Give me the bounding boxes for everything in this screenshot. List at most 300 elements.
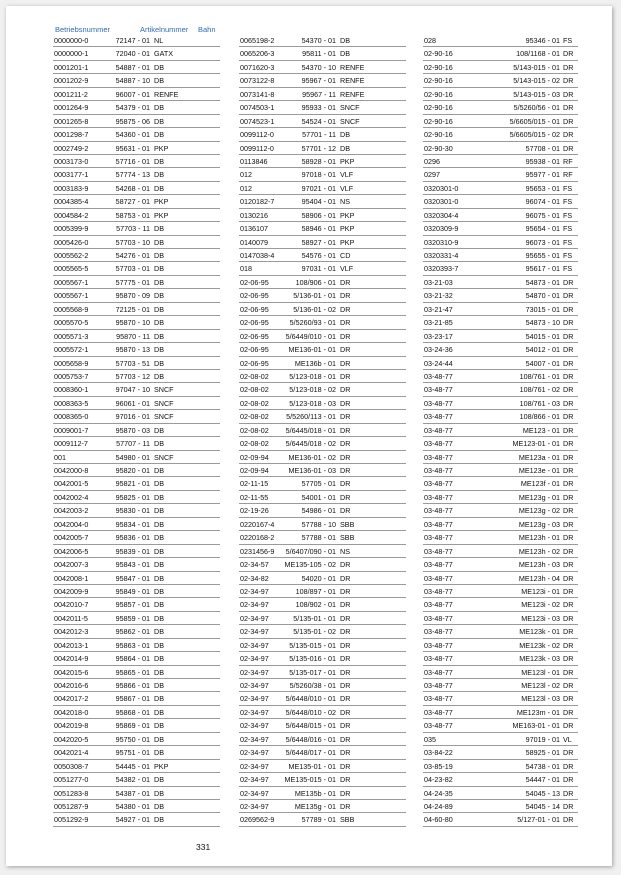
cell-bahn: DR [563,519,574,529]
cell-bahn: PKP [340,156,355,166]
cell-artikelnummer: ME123-01 - 01 [512,439,560,449]
cell-betriebsnummer: 0042006-5 [54,546,89,556]
cell-betriebsnummer: 03-21-32 [424,291,453,301]
cell-artikelnummer: ME135-015 - 01 [284,775,336,785]
cell-bahn: DB [154,251,164,260]
cell-betriebsnummer: 018 [240,264,252,274]
cell-artikelnummer: 57708 - 01 [525,143,560,153]
cell-bahn: DR [340,425,351,435]
cell-bahn: DR [563,371,574,381]
cell-artikelnummer: 5/5260/93 - 01 [289,318,336,328]
cell-betriebsnummer: 03-48-77 [424,707,453,717]
cell-bahn: FS [563,210,573,220]
table-row [423,424,578,437]
cell-betriebsnummer: 03-24-36 [424,345,453,355]
cell-bahn: DB [154,358,164,368]
cell-betriebsnummer: 0073141-8 [240,89,275,99]
cell-bahn: DR [340,654,351,664]
cell-betriebsnummer: 02-34-97 [240,775,269,785]
table-row [423,773,578,786]
cell-betriebsnummer: 0005567-1 [54,277,89,287]
cell-betriebsnummer: 0042019-8 [54,721,89,731]
cell-bahn: DR [340,412,351,422]
cell-betriebsnummer: 02-34-82 [240,573,269,583]
cell-bahn: DR [340,304,351,314]
cell-artikelnummer: 96073 - 01 [525,237,560,247]
table-row [239,692,406,705]
cell-bahn: DR [563,466,574,475]
cell-artikelnummer: 57774 - 13 [115,170,150,180]
cell-artikelnummer: 72125 - 01 [115,304,150,314]
cell-artikelnummer: 108/902 - 01 [295,600,336,610]
table-row [53,451,220,464]
table-row [53,787,220,800]
cell-betriebsnummer: 02-34-97 [240,586,269,596]
table-row [423,491,578,504]
cell-artikelnummer: 108/761 - 02 [519,385,560,395]
cell-bahn: DR [563,49,574,59]
cell-betriebsnummer: 02-08-02 [240,371,269,381]
cell-betriebsnummer: 0005562-2 [54,251,89,260]
cell-bahn: DR [340,707,351,717]
cell-bahn: DB [154,156,164,166]
cell-bahn: DR [340,775,351,785]
cell-bahn: DB [154,815,164,825]
cell-bahn: DR [563,318,574,328]
table-row [53,303,220,316]
table-row [53,249,220,262]
cell-artikelnummer: 58753 - 01 [115,210,150,220]
cell-bahn: DB [154,573,164,583]
cell-artikelnummer: ME123 - 01 [522,425,560,435]
cell-artikelnummer: 54387 - 01 [115,788,150,798]
table-row [239,262,406,275]
cell-betriebsnummer: 02-06-95 [240,358,269,368]
cell-betriebsnummer: 0001265-8 [54,116,89,126]
cell-artikelnummer: 95834 - 01 [115,519,150,529]
cell-artikelnummer: 54276 - 01 [115,251,150,260]
cell-betriebsnummer: 0042014-9 [54,654,89,664]
cell-betriebsnummer: 02-34-97 [240,748,269,758]
table-row [239,625,406,638]
cell-artikelnummer: 54447 - 01 [525,775,560,785]
cell-artikelnummer: ME123i - 01 [521,586,560,596]
table-row [239,236,406,249]
catalog-page [6,6,612,866]
cell-artikelnummer: ME136-01 - 01 [288,345,336,355]
table-row [239,61,406,74]
cell-betriebsnummer: 03-48-77 [424,600,453,610]
cell-betriebsnummer: 0042005-7 [54,533,89,543]
cell-bahn: DR [563,560,574,570]
cell-artikelnummer: 95346 - 01 [525,36,560,45]
table-row [53,61,220,74]
cell-bahn: DB [154,183,164,193]
cell-bahn: VLF [340,170,354,180]
cell-artikelnummer: ME123l - 02 [521,681,560,690]
cell-betriebsnummer: 0320393-7 [424,264,459,274]
cell-betriebsnummer: 0136107 [240,224,268,234]
cell-betriebsnummer: 03-48-77 [424,425,453,435]
cell-bahn: DR [340,721,351,731]
cell-artikelnummer: 95864 - 01 [115,654,150,664]
cell-betriebsnummer: 02-06-95 [240,331,269,341]
table-row [423,289,578,302]
cell-artikelnummer: 95866 - 01 [115,681,150,690]
table-row [53,692,220,705]
cell-bahn: RENFE [154,89,179,99]
cell-artikelnummer: ME123k - 02 [519,640,560,650]
cell-betriebsnummer: 0005571-3 [54,331,89,341]
cell-betriebsnummer: 0004584-2 [54,210,89,220]
cell-artikelnummer: 96061 - 01 [115,398,150,408]
cell-artikelnummer: 54382 - 01 [115,775,150,785]
cell-artikelnummer: 108/761 - 03 [519,398,560,408]
cell-bahn: DR [340,492,351,502]
cell-betriebsnummer: 03-48-77 [424,371,453,381]
table-row [239,666,406,679]
cell-bahn: DR [563,627,574,637]
cell-artikelnummer: 57775 - 01 [115,277,150,287]
cell-bahn: DR [563,103,574,113]
cell-bahn: DR [563,479,574,489]
table-row [53,639,220,652]
cell-betriebsnummer: 0005570-5 [54,318,89,328]
cell-betriebsnummer: 02-90-30 [424,143,453,153]
cell-bahn: PKP [340,224,355,234]
cell-artikelnummer: 108/866 - 01 [519,412,560,422]
cell-betriebsnummer: 0009112-7 [54,439,88,449]
header-artikelnummer: Artikelnummer [140,25,189,34]
cell-bahn: DR [340,801,351,811]
cell-artikelnummer: 57703 - 10 [115,237,150,247]
cell-artikelnummer: 95870 - 11 [116,331,150,341]
cell-betriebsnummer: 02-34-97 [240,600,269,610]
table-row [239,531,406,544]
cell-betriebsnummer: 0005565-5 [54,264,89,274]
cell-betriebsnummer: 0042020-5 [54,734,89,744]
table-row [423,719,578,732]
cell-artikelnummer: 54045 - 13 [525,788,560,798]
cell-artikelnummer: 108/761 - 01 [519,371,560,381]
cell-bahn: DB [154,103,164,113]
cell-artikelnummer: 5/6445/018 - 02 [285,439,336,449]
cell-bahn: DR [563,801,574,811]
cell-bahn: DR [563,385,574,395]
table-row [423,182,578,195]
cell-artikelnummer: ME123a - 01 [518,452,560,462]
cell-bahn: DR [563,721,574,731]
cell-betriebsnummer: 03-48-77 [424,492,453,502]
cell-artikelnummer: 5/6448/015 - 01 [285,721,336,731]
cell-bahn: DR [340,331,351,341]
cell-artikelnummer: 95977 - 01 [525,170,560,180]
cell-bahn: DB [340,36,350,45]
cell-betriebsnummer: 02-06-95 [240,277,269,287]
cell-betriebsnummer: 0320304-4 [424,210,459,220]
table-row [53,182,220,195]
table-row [239,733,406,746]
cell-artikelnummer: 108/897 - 01 [295,586,336,596]
cell-artikelnummer: 54870 - 01 [525,291,560,301]
cell-betriebsnummer: 0065198-2 [240,36,275,45]
cell-bahn: DR [340,371,351,381]
cell-artikelnummer: 5/5260/56 - 01 [513,103,560,113]
cell-betriebsnummer: 0220168-2 [240,533,275,543]
cell-betriebsnummer: 03-48-77 [424,640,453,650]
cell-betriebsnummer: 03-23-17 [424,331,453,341]
cell-betriebsnummer: 0001211-2 [54,89,88,99]
cell-artikelnummer: 96075 - 01 [525,210,560,220]
cell-artikelnummer: 57789 - 01 [301,815,336,825]
cell-artikelnummer: 54576 - 01 [301,251,336,260]
cell-artikelnummer: 5/143-015 - 02 [513,76,560,86]
cell-artikelnummer: ME123e - 01 [518,466,560,475]
table-row [53,47,220,60]
table-row [423,236,578,249]
cell-betriebsnummer: 0008363-5 [54,398,89,408]
table-row [53,612,220,625]
cell-artikelnummer: 58925 - 01 [525,748,560,758]
cell-bahn: DB [154,519,164,529]
cell-bahn: DB [154,788,164,798]
cell-bahn: SNCF [154,452,174,462]
table-row [53,88,220,101]
cell-bahn: DB [154,331,164,341]
cell-betriebsnummer: 02-08-02 [240,439,269,449]
table-row [423,585,578,598]
table-row [423,504,578,517]
cell-bahn: DB [154,654,164,664]
cell-betriebsnummer: 02-09-94 [240,452,269,462]
cell-betriebsnummer: 0051292-9 [54,815,89,825]
cell-bahn: DB [154,264,164,274]
table-row [239,289,406,302]
cell-betriebsnummer: 02-09-94 [240,466,269,475]
cell-betriebsnummer: 02-08-02 [240,425,269,435]
table-row [423,262,578,275]
cell-bahn: RENFE [340,62,365,72]
cell-artikelnummer: 95849 - 01 [115,586,150,596]
cell-bahn: DR [340,586,351,596]
table-row [53,357,220,370]
cell-artikelnummer: 5/6448/017 - 01 [285,748,336,758]
cell-bahn: DB [154,439,164,449]
cell-bahn: FS [563,264,573,274]
cell-artikelnummer: 95870 - 03 [115,425,150,435]
cell-artikelnummer: ME123g - 03 [518,519,560,529]
cell-betriebsnummer: 04-24-89 [424,801,453,811]
cell-bahn: VLF [340,264,354,274]
cell-betriebsnummer: 0042021-4 [54,748,89,758]
table-row [423,692,578,705]
cell-betriebsnummer: 0003173-0 [54,156,89,166]
cell-betriebsnummer: 0042016-6 [54,681,89,690]
cell-betriebsnummer: 03-48-77 [424,546,453,556]
table-row [423,437,578,450]
table-row [53,585,220,598]
cell-bahn: FS [563,224,573,234]
table-row [423,47,578,60]
cell-artikelnummer: ME123h - 03 [518,560,560,570]
table-row [423,357,578,370]
cell-bahn: DR [340,560,351,570]
cell-betriebsnummer: 03-21-03 [424,277,453,287]
table-row [53,598,220,611]
cell-betriebsnummer: 02-11-15 [240,479,269,489]
cell-artikelnummer: 95839 - 01 [115,546,150,556]
cell-betriebsnummer: 0042003-2 [54,506,89,516]
cell-artikelnummer: 58946 - 01 [301,224,336,234]
cell-bahn: DB [340,143,350,153]
page-number: 331 [196,842,211,852]
cell-artikelnummer: 57701 - 12 [301,143,336,153]
cell-bahn: DR [340,667,351,677]
cell-betriebsnummer: 02-34-97 [240,640,269,650]
table-row [239,800,406,813]
cell-artikelnummer: 5/143-015 - 01 [513,62,560,72]
cell-artikelnummer: ME123m - 01 [516,707,560,717]
table-row [423,531,578,544]
cell-betriebsnummer: 0042012-3 [54,627,89,637]
table-row [423,74,578,87]
table-row [53,545,220,558]
cell-artikelnummer: ME135g - 01 [294,801,336,811]
cell-bahn: DB [154,318,164,328]
cell-artikelnummer: ME123h - 02 [518,546,560,556]
cell-bahn: DR [563,62,574,72]
table-row [239,491,406,504]
table-row [423,464,578,477]
cell-artikelnummer: 5/5260/113 - 01 [286,412,336,422]
cell-bahn: DR [340,452,351,462]
cell-bahn: DB [340,130,350,140]
table-row [239,397,406,410]
table-row [239,477,406,490]
table-row [239,451,406,464]
cell-bahn: PKP [340,237,355,247]
cell-betriebsnummer: 02-34-97 [240,694,269,704]
cell-artikelnummer: ME123f - 01 [520,479,560,489]
cell-artikelnummer: 97018 - 01 [301,170,336,180]
cell-artikelnummer: 95967 - 01 [301,76,336,86]
cell-artikelnummer: 5/123-018 - 02 [289,385,336,395]
cell-artikelnummer: 95862 - 01 [115,627,150,637]
cell-betriebsnummer: 0320301-0 [424,183,459,193]
cell-betriebsnummer: 03-48-77 [424,681,453,690]
table-row [423,370,578,383]
table-row [53,128,220,141]
table-row [239,787,406,800]
cell-artikelnummer: 54873 - 10 [525,318,560,328]
cell-bahn: DB [154,586,164,596]
cell-bahn: DB [154,694,164,704]
cell-bahn: DB [154,170,164,180]
cell-betriebsnummer: 0001201-1 [54,62,89,72]
cell-betriebsnummer: 0005567-1 [54,291,89,301]
cell-bahn: DB [154,62,164,72]
cell-artikelnummer: 54738 - 01 [525,761,560,771]
cell-artikelnummer: 54001 - 01 [301,492,336,502]
header-bahn: Bahn [198,25,216,34]
table-row [53,155,220,168]
table-row [423,61,578,74]
cell-bahn: SNCF [340,116,360,126]
cell-artikelnummer: 97021 - 01 [301,183,336,193]
cell-artikelnummer: 5/136-01 - 01 [293,291,336,301]
cell-artikelnummer: ME123i - 02 [521,600,560,610]
cell-bahn: DB [154,640,164,650]
cell-bahn: DR [563,573,574,583]
table-row [53,652,220,665]
cell-bahn: DR [563,304,574,314]
cell-betriebsnummer: 02-34-97 [240,707,269,717]
table-row [239,760,406,773]
cell-bahn: NS [340,197,350,207]
cell-bahn: DR [340,613,351,623]
cell-betriebsnummer: 02-34-97 [240,721,269,731]
cell-betriebsnummer: 0140079 [240,237,268,247]
cell-bahn: DR [340,788,351,798]
cell-betriebsnummer: 0065206-3 [240,49,275,59]
cell-artikelnummer: 54887 - 01 [115,62,150,72]
table-column-3 [423,34,578,827]
cell-artikelnummer: 54020 - 01 [301,573,336,583]
table-column-1 [53,34,220,827]
table-row [53,572,220,585]
table-row [239,612,406,625]
table-row [53,209,220,222]
cell-bahn: DR [340,734,351,744]
cell-artikelnummer: 95875 - 06 [115,116,150,126]
table-row [239,128,406,141]
cell-bahn: DB [154,371,164,381]
table-row [423,142,578,155]
table-row [239,504,406,517]
cell-bahn: DB [340,49,350,59]
cell-artikelnummer: 58727 - 01 [115,197,150,207]
table-row [423,639,578,652]
table-row [239,746,406,759]
cell-betriebsnummer: 0099112-0 [240,143,274,153]
cell-artikelnummer: 54007 - 01 [525,358,560,368]
table-row [239,182,406,195]
cell-betriebsnummer: 02-06-95 [240,318,269,328]
cell-betriebsnummer: 03-48-77 [424,586,453,596]
cell-artikelnummer: ME123k - 03 [519,654,560,664]
cell-betriebsnummer: 001 [54,452,66,462]
cell-bahn: DB [154,775,164,785]
cell-betriebsnummer: 04-24-35 [424,788,453,798]
cell-bahn: DR [563,667,574,677]
cell-betriebsnummer: 02-34-97 [240,667,269,677]
cell-bahn: DB [154,224,164,234]
cell-bahn: DB [154,304,164,314]
cell-betriebsnummer: 0005658-9 [54,358,89,368]
cell-artikelnummer: 57788 - 10 [301,519,336,529]
cell-betriebsnummer: 0042017-2 [54,694,89,704]
cell-bahn: SNCF [154,385,174,395]
cell-betriebsnummer: 0002749-2 [54,143,89,153]
cell-betriebsnummer: 03-48-77 [424,506,453,516]
cell-betriebsnummer: 0003177-1 [54,170,89,180]
table-row [239,168,406,181]
cell-betriebsnummer: 04-60-80 [424,815,453,825]
cell-betriebsnummer: 03-48-77 [424,573,453,583]
cell-betriebsnummer: 02-34-97 [240,654,269,664]
cell-betriebsnummer: 02-90-16 [424,130,453,140]
table-row [239,572,406,585]
